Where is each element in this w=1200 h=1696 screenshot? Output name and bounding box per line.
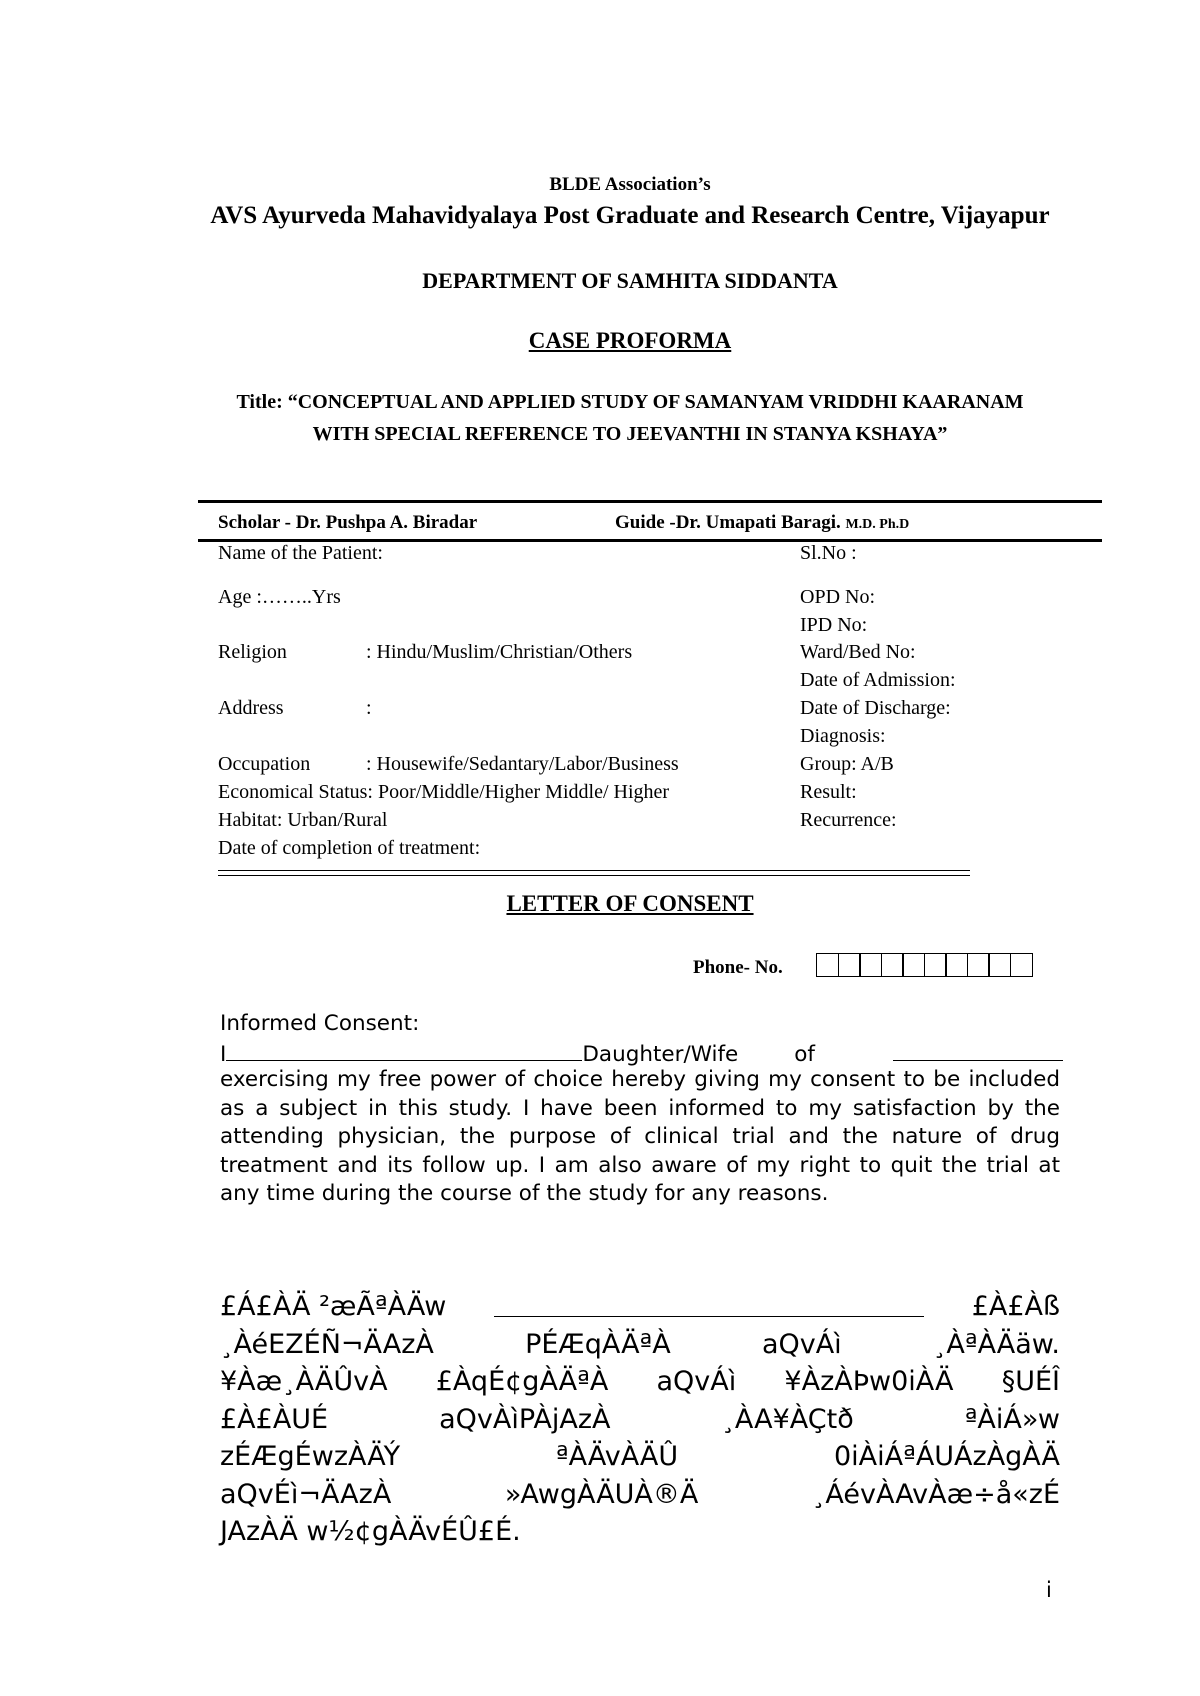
kannada-line: [220, 1363, 1060, 1401]
kannada-word: aQvÉì¬ÄAzÀ: [220, 1478, 392, 1510]
kannada-word: §UÉÎ: [1001, 1366, 1060, 1397]
informed-consent-label: Informed Consent:: [220, 1011, 420, 1036]
kannada-word: ¥ÀzÀÞw0iÀÄ: [784, 1366, 954, 1397]
phone-digit-box: [902, 953, 925, 977]
kannada-word: JAzÀÄ w½¢gÀÄvÉÛ£É.: [220, 1516, 521, 1547]
kannada-word: zÉÆgÉwzÀÄÝ: [220, 1441, 401, 1472]
address-field: [218, 696, 372, 720]
guardian-blank: [893, 1038, 1063, 1061]
kannada-word: ¸ÀªÀÄäw.: [932, 1328, 1060, 1360]
guide-degree: M.D. Ph.D: [845, 517, 910, 532]
occupation-label: Occupation: [218, 753, 311, 775]
kannada-word: 0iÀiÁªÁUÁzÀgÀÄ: [833, 1441, 1060, 1472]
section-double-rule: [218, 870, 970, 876]
ward-bed-field: Ward/Bed No:: [800, 641, 916, 663]
ipd-no-field: IPD No:: [800, 614, 868, 636]
consent-i: I: [220, 1042, 227, 1067]
kannada-word: ¸ÁévÀAvÀæ÷å«zÉ: [811, 1478, 1060, 1510]
result-field: Result:: [800, 781, 857, 803]
form-title: CASE PROFORMA: [528, 328, 732, 353]
admission-date-field: Date of Admission:: [800, 669, 956, 691]
kannada-line: [220, 1401, 1060, 1439]
kannada-name-blank: [494, 1288, 924, 1317]
kannada-word: £À£Àß: [971, 1291, 1060, 1322]
sl-no-field: Sl.No :: [800, 542, 857, 564]
age-field: Age :……..Yrs: [218, 586, 341, 608]
name-blank: [226, 1038, 582, 1061]
opd-no-field: OPD No:: [800, 586, 876, 608]
economical-status-field: Economical Status: Poor/Middle/Higher Middle/ Higher: [218, 781, 670, 803]
kannada-word: ¸ÀéEZÉÑ¬ÄAzÀ: [220, 1328, 434, 1360]
consent-body: exercising my free power of choice hereby giving my consent to be included as a subject in this study. I have been informed to my satisfaction by the attending physician, the purpose of clinical trial and the nature of drug treatment and its follow up. I am also aware of my right to quit the trial at any time during the course of the study for any reasons.: [220, 1067, 1060, 1206]
kannada-word: £ÀqÉ¢gÀÄªÀ: [435, 1366, 609, 1397]
consent-heading: LETTER OF CONSENT: [506, 891, 754, 916]
kannada-word: aQvÀìPÀjAzÀ: [439, 1403, 611, 1435]
phone-digit-box: [838, 953, 861, 977]
phone-digit-box: [816, 953, 839, 977]
guide-name: Guide -Dr. Umapati Baragi.: [615, 512, 841, 533]
completion-date-field: Date of completion of treatment:: [218, 837, 481, 859]
scholar-row: [218, 512, 910, 534]
address-label: Address: [218, 697, 284, 719]
kannada-line: [220, 1476, 1060, 1514]
kannada-line: [220, 1326, 1060, 1364]
kannada-consent: [220, 1288, 1060, 1551]
kannada-word: aQvÁì: [761, 1328, 842, 1360]
kannada-word: ¥Àæ¸ÀÄÛvÀ: [220, 1366, 388, 1397]
phone-digit-box: [1010, 953, 1033, 977]
phone-digit-box: [945, 953, 968, 977]
phone-digit-box: [988, 953, 1011, 977]
kannada-word: PÉÆqÀÄªÀ: [525, 1328, 671, 1360]
department-name: DEPARTMENT OF SAMHITA SIDDANTA: [422, 268, 838, 293]
discharge-date-field: Date of Discharge:: [800, 697, 951, 719]
kannada-word: ªÀÄvÀÄÛ: [555, 1441, 679, 1472]
phone-digit-box: [859, 953, 882, 977]
college-name: AVS Ayurveda Mahavidyalaya Post Graduate and Research Centre, Vijayapur: [210, 202, 1050, 229]
phone-label: Phone- No.: [693, 957, 783, 978]
kannada-word: ªÀiÁ»w: [964, 1403, 1060, 1435]
consent-first-line: [220, 1038, 1060, 1070]
association-name: BLDE Association’s: [549, 174, 711, 195]
phone-digit-box: [881, 953, 904, 977]
study-title: Title: “CONCEPTUAL AND APPLIED STUDY OF SAMANYAM VRIDDHI KAARANAM WITH SPECIAL REFERENCE TO JEEVANTHI IN STANYA KSHAYA”: [236, 391, 1024, 445]
kannada-line: [220, 1438, 1060, 1476]
kannada-line: [220, 1288, 1060, 1326]
kannada-word: £Á£ÀÄ ²æÃªÀÄw: [220, 1291, 447, 1322]
kannada-word: ¸ÀA¥ÀÇtð: [721, 1403, 854, 1435]
kannada-word: »AwgÀÄUÀ®Ä: [504, 1478, 699, 1510]
kannada-word: aQvÁì: [656, 1366, 737, 1397]
group-field: Group: A/B: [800, 753, 894, 775]
occupation-value: : Housewife/Sedantary/Labor/Business: [366, 753, 679, 775]
consent-relation: Daughter/Wife: [582, 1042, 739, 1067]
phone-digit-box: [924, 953, 947, 977]
address-value: :: [366, 697, 372, 719]
patient-name-field: Name of the Patient:: [218, 542, 383, 564]
kannada-word: £À£ÀUÉ: [220, 1403, 329, 1435]
occupation-field: [218, 752, 679, 776]
phone-number-boxes: [816, 953, 1031, 977]
recurrence-field: Recurrence:: [800, 809, 897, 831]
religion-value: : Hindu/Muslim/Christian/Others: [366, 641, 633, 663]
consent-of: of: [794, 1042, 816, 1067]
guide-text: [615, 512, 909, 534]
kannada-line: [220, 1513, 1060, 1551]
religion-field: [218, 640, 633, 664]
religion-label: Religion: [218, 641, 287, 663]
scholar-text: Scholar - Dr. Pushpa A. Biradar: [218, 512, 478, 533]
top-rule: [198, 500, 1102, 503]
page-number: i: [1046, 1578, 1052, 1602]
phone-digit-box: [967, 953, 990, 977]
habitat-field: Habitat: Urban/Rural: [218, 809, 388, 831]
diagnosis-field: Diagnosis:: [800, 725, 886, 747]
